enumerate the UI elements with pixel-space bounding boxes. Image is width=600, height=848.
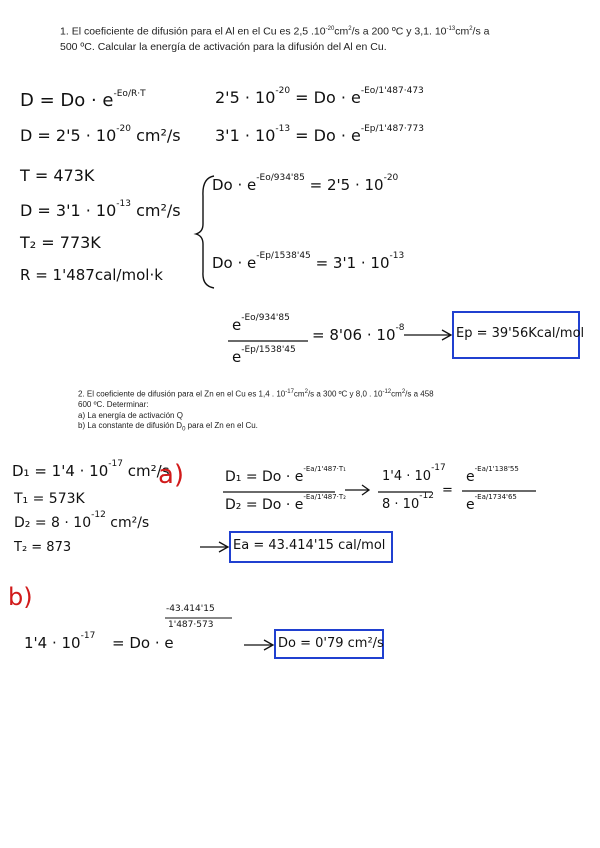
p1-formula: $D = Do \cdot e^{-Eo/R\cdot T}$ (20, 89, 146, 111)
p1-eq2: $3'1 \cdot 10^{-13} = Do \cdot e^{-Ep/1'487\cdot 773}$ (215, 124, 424, 145)
p2-ratio-denominator: $D_2 = Do \cdot e^{-Ea/1'487\cdot T_2}$ (225, 493, 346, 513)
p1-d1: $D = 2'5 \cdot 10^{-20}$ cm²/s (20, 124, 181, 145)
p2-t2: T₂ = 873 (14, 540, 72, 555)
p2-b-exp-den: 1'487·573 (168, 620, 214, 630)
p2-value-numerator: $1'4 \cdot 10^{-17}$ (382, 463, 446, 484)
problem2-line4: b) La constante de difusión $D_0$ para el Zn en el Cu. (78, 421, 258, 433)
p1-r-constant: R = 1'487cal/mol·k (20, 266, 163, 284)
p2-part-b-label: b) (8, 583, 33, 611)
p1-answer: Ep = 39'56Kcal/mol (456, 326, 585, 341)
p2-e-denominator: $e^{-Ea/1734'65}$ (466, 493, 517, 513)
p1-eq1: $2'5 \cdot 10^{-20} = Do \cdot e^{-Eo/1'487\cdot 473}$ (215, 86, 424, 107)
p2-equals: = (442, 483, 453, 498)
p1-fraction-result: = $8'06 \cdot 10^{-8}$ (312, 323, 405, 344)
p1-fraction-numerator: $e^{-Eo/934'85}$ (232, 313, 290, 334)
problem2-line2: 600 ºC. Determinar: (78, 400, 149, 410)
problem2-line3: a) La energía de activación Q (78, 410, 183, 420)
p1-fraction-denominator: $e^{-Ep/1538'45}$ (232, 345, 296, 366)
p2-e-numerator: $e^{-Ea/1'138'55}$ (466, 465, 519, 485)
p1-d2: $D = 3'1 \cdot 10^{-13}$ cm²/s (20, 199, 181, 220)
p2-d1: $D_1 = 1'4 \cdot 10^{-17}$ cm²/s (12, 459, 170, 480)
p1-t2: T₂ = 773K (20, 233, 101, 252)
p2-ratio-numerator: $D_1 = Do \cdot e^{-Ea/1'487\cdot T_1}$ (225, 465, 346, 485)
p2-part-a-label: a) (158, 460, 185, 490)
p2-answer-a: Ea = 43.414'15 cal/mol (233, 538, 386, 553)
p2-b-lhs: $1'4 \cdot 10^{-17}$ (24, 631, 96, 652)
problem1-number: 1. (60, 25, 69, 38)
p2-b-rhs: = Do · e (112, 634, 174, 652)
problem2-line1: 2. El coeficiente de difusión para el Zn en el Cu es 1,4 . $10^{-17}cm^2/s$ a 300 ºC y 8,0 . $10^{-12}cm^2/s$ a 458 (78, 389, 434, 399)
problem1-line1: 1. El coeficiente de difusión para el Al en el Cu es 2,5 $.10^{-20}cm^2/s$ a 200 ºC y 3,1. $10^{-13}cm^2/s$ a (60, 25, 490, 38)
problem1-line2: 500 ºC. Calcular la energía de activación para la difusión del Al en Cu. (60, 40, 387, 53)
p2-b-exp-num: -43.414'15 (166, 604, 215, 614)
p2-value-denominator: $8 \cdot 10^{-12}$ (382, 491, 434, 512)
p1-t1: T = 473K (20, 166, 95, 185)
p1-system-eq1: $Do \cdot e^{-Eo/934'85} = 2'5 \cdot 10^{-20}$ (212, 173, 399, 194)
p1-system-eq2: $Do \cdot e^{-Ep/1538'45} = 3'1 \cdot 10^{-13}$ (212, 251, 405, 272)
system-brace (196, 176, 214, 288)
p2-d2: $D_2 = 8 \cdot 10^{-12}$ cm²/s (14, 510, 150, 531)
p2-t1: T₁ = 573K (14, 491, 85, 507)
p2-answer-b: Do = 0'79 cm²/s (278, 636, 384, 651)
